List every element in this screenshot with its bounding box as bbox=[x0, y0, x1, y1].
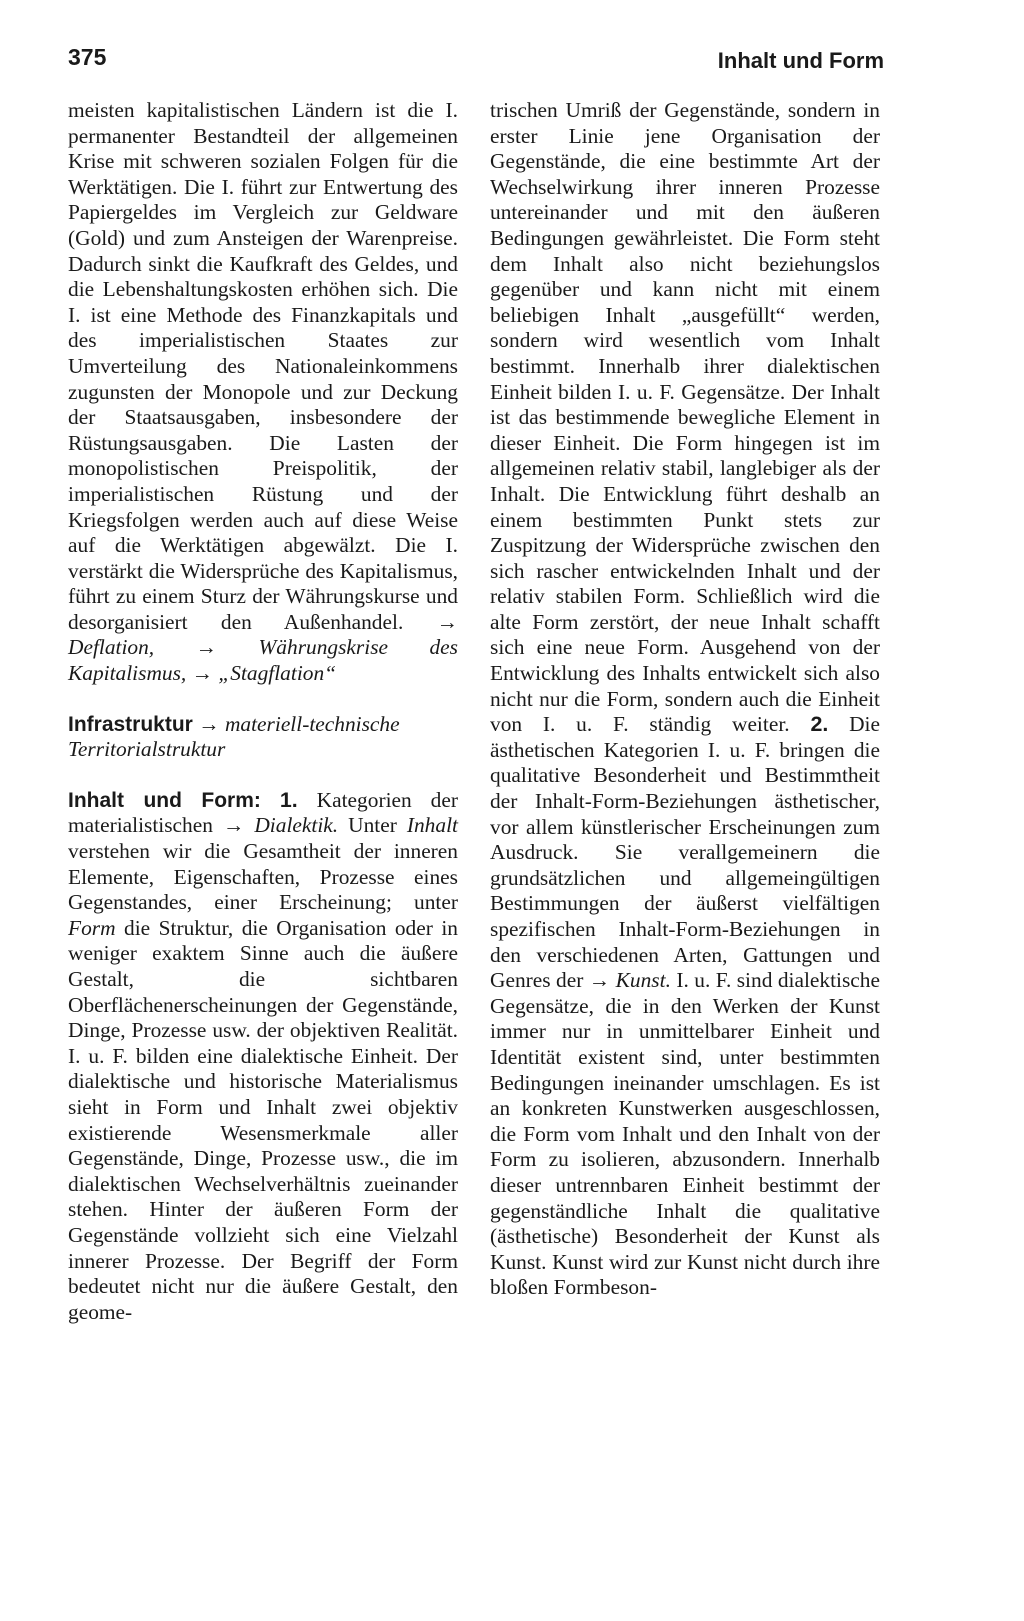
section-number-2: 2. bbox=[810, 712, 829, 737]
cross-reference-arrow: → bbox=[436, 609, 458, 634]
entry-inhalt-und-form-start bbox=[68, 788, 458, 1325]
cross-reference-arrow: → bbox=[191, 661, 214, 686]
headword-inhalt-und-form: Inhalt und Form: bbox=[68, 788, 261, 812]
cross-reference-arrow: → bbox=[198, 711, 220, 736]
entry-spacer bbox=[68, 763, 458, 788]
left-column bbox=[68, 98, 458, 1325]
term-inhalt: Inhalt bbox=[406, 813, 458, 838]
headword-infrastruktur: Infrastruktur bbox=[68, 712, 193, 736]
entry-text: verstehen wir die Gesamtheit der inneren Elemente, Eigenschaften, Prozesse eines Gegenstandes, einer Erscheinung; unter bbox=[68, 839, 458, 915]
entry-text: meisten kapitalistischen Ländern ist die I. permanenter Bestandteil der allgemeinen Krise mit schweren sozialen Folgen für die Werktätigen. Die I. führt zur Entwertung des Papiergeldes im Vergleich zur Geldware (Gold) und zum Ansteigen der Warenpreise. Dadurch sinkt die Kaufkraft des Geldes, und die Lebenshaltungskosten erhöhen sich. Die I. ist eine Methode des Finanzkapitals und des imperialistischen Staates zur Umverteilung des Nationaleinkommens zugunsten der Monopole und zur Deckung der Staatsausgaben, insbesondere der Rüstungsausgaben. Die Lasten der monopolistischen Preispolitik, der imperialistischen Rüstung und der Kriegsfolgen werden auch auf diese Weise auf die Werktätigen abgewälzt. Die I. verstärkt die Widersprüche des Kapitalismus, führt zu einem Sturz der Währungskurse und desorganisiert den Außenhandel. bbox=[68, 98, 458, 634]
cross-reference-waehrungskrise[interactable]: Währungskrise des Kapitalismus, bbox=[68, 635, 458, 686]
term-form: Form bbox=[68, 915, 116, 940]
cross-reference-territorialstruktur[interactable]: materiell-technische Territorialstruktur bbox=[68, 711, 400, 762]
cross-reference-stagflation[interactable]: „Stagflation“ bbox=[218, 661, 337, 686]
right-column bbox=[490, 98, 880, 1301]
running-head: Inhalt und Form bbox=[717, 48, 884, 73]
cross-reference-kunst[interactable]: Kunst. bbox=[615, 968, 671, 993]
entry-text: Unter bbox=[348, 813, 397, 838]
page-number: 375 bbox=[68, 44, 107, 70]
cross-reference-dialektik[interactable]: Dialektik. bbox=[254, 813, 339, 838]
entry-spacer bbox=[68, 687, 458, 712]
entry-text: trischen Umriß der Gegenstände, sondern in erster Linie jene Organisation der Gegenstände, die eine bestimmte Art der Wechselwirkung ihrer inneren Prozesse untereinander und mit den äußeren Bedingungen gewährleistet. Die Form steht dem Inhalt also nicht beziehungslos gegenüber und kann nicht mit einem beliebigen Inhalt „ausgefüllt“ werden, sondern wird wesentlich vom Inhalt bestimmt. Innerhalb ihrer dialektischen Einheit bilden I. u. F. Gegensätze. Der Inhalt ist das bestimmende bewegliche Element in dieser Einheit. Die Form hingegen ist im allgemeinen relativ stabil, langlebiger als der Inhalt. Die Entwicklung führt deshalb an einem bestimmten Punkt stets zur Zuspitzung der Widersprüche zwischen den sich rascher entwickelnden Inhalt und der relativ stabilen Form. Schließlich wird die alte Form zerstört, der neue Inhalt schafft sich eine neue Form. Ausgehend von der Entwicklung des Inhalts entwickelt sich also nicht nur die Form, sondern auch die Einheit von I. u. F. ständig weiter. bbox=[490, 98, 880, 737]
cross-reference-arrow: → bbox=[588, 968, 611, 993]
entry-inflation-continuation bbox=[68, 98, 458, 687]
cross-reference-deflation[interactable]: Deflation, bbox=[68, 635, 155, 660]
cross-reference-arrow: → bbox=[222, 813, 245, 838]
cross-reference-arrow: → bbox=[195, 635, 218, 660]
entry-text: die Struktur, die Organisation oder in weniger exaktem Sinne auch die äußere Gestalt, die sichtbaren Oberflächenerscheinungen der Gegenstände, Dinge, Prozesse usw. der objektiven Realität. I. u. F. bilden eine dialektische Einheit. Der dialektische und historische Materialismus sieht in Form und Inhalt zwei objektiv existierende Wesensmerkmale aller Gegenstände, Dinge, Prozesse usw., die im dialektischen Wechselverhältnis zueinander stehen. Hinter der äußeren Form der Gegenstände vollzieht sich eine Vielzahl innerer Prozesse. Der Begriff der Form bedeutet nicht nur die äußere Gestalt, den geome- bbox=[68, 915, 458, 1324]
entry-inhalt-und-form-continuation bbox=[490, 98, 880, 1301]
entry-infrastruktur bbox=[68, 712, 458, 763]
entry-text: Kategorien der materialistischen bbox=[68, 787, 458, 838]
section-number-1: 1. bbox=[279, 787, 298, 812]
entry-text: I. u. F. sind dialektische Gegensätze, die in den Werken der Kunst immer nur in unmittelbarer Einheit und Identität existent sind, unter bestimmten Bedingungen ineinander umschlagen. Es ist an konkreten Kunstwerken ausgeschlossen, die Form vom Inhalt und den Inhalt von der Form zu isolieren, abzusondern. Innerhalb dieser untrennbaren Einheit bestimmt der gegenständliche Inhalt die qualitative (ästhetische) Besonderheit der Kunst als Kunst. Kunst wird zur Kunst nicht durch ihre bloßen Formbeson- bbox=[490, 968, 880, 1300]
entry-text: Die ästhetischen Kategorien I. u. F. bringen die qualitative Besonderheit und Bestimmtheit der Inhalt-Form-Beziehungen ästhetischer, vor allem künstlerischer Erscheinungen zum Ausdruck. Sie verallgemeinern die grundsätzlichen und allgemeingültigen Bestimmungen der äußerst vielfältigen spezifischen Inhalt-Form-Beziehungen in den verschiedenen Arten, Gattungen und Genres der bbox=[490, 712, 880, 993]
